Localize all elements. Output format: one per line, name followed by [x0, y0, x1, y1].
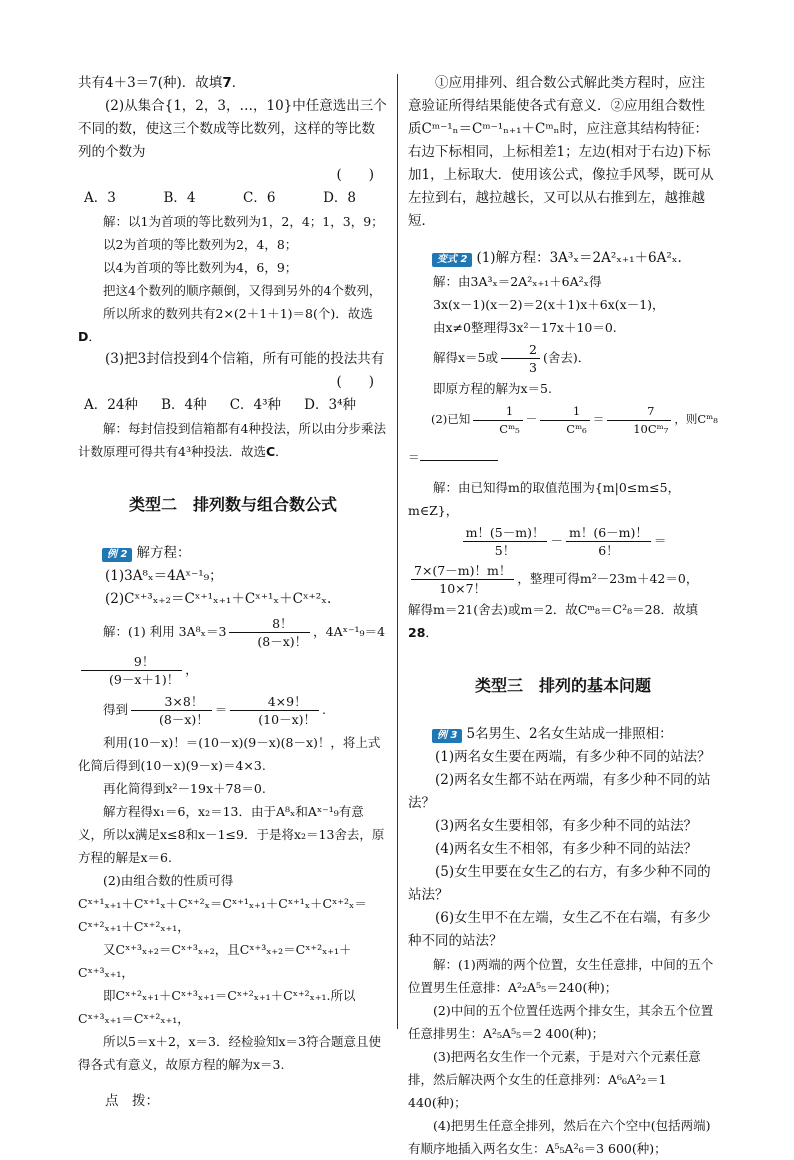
- fraction: [501, 341, 540, 376]
- text: (2)已知: [431, 412, 471, 426]
- solution-line: [408, 339, 718, 377]
- solution-line: [78, 417, 388, 463]
- options-row: [78, 187, 388, 210]
- numerator: m！(5－m)！: [463, 524, 548, 542]
- section-heading: 类型二 排列数与组合数公式: [128, 495, 337, 514]
- equation-1: (1)3A⁸ₓ＝4Aˣ⁻¹₉；: [105, 568, 223, 584]
- numerator: m！(6－m)！: [566, 524, 651, 542]
- text: (舍去)．: [542, 350, 591, 365]
- denominator: 3: [529, 360, 537, 375]
- example-title: [408, 723, 718, 746]
- denominator: 10Cᵐ₇: [633, 421, 669, 436]
- text: －: [525, 412, 538, 426]
- tip-text: ①应用排列、组合数公式解此类方程时，应注意验证所得结果能使各式有意义．②应用组合数性质Cᵐ⁻¹ₙ＝Cᵐ⁻¹ₙ₊₁＋Cᵐₙ时，应注意其结构特征：右边下标相同，上标相差1；左边(相对于右边)下标加1，上标取大．使用该公式，像拉手风琴，既可从左拉到右，越拉越长，又可以从右推到左，越推越短．: [408, 75, 714, 229]
- solution-line: [78, 613, 388, 689]
- solution-line: 把这4个数列的顺序颠倒，又得到另外的4个数列，: [103, 283, 382, 298]
- solution-line: [408, 560, 718, 598]
- text: 得到: [103, 702, 129, 717]
- example-badge: 例 2: [102, 548, 132, 562]
- text: ．: [425, 625, 438, 640]
- text: －: [550, 533, 563, 548]
- variant-title: [408, 247, 718, 270]
- text: ，则Cᵐ₈＝: [408, 412, 718, 464]
- question-3: (3)把3封信投到4个信箱，所有可能的投法共有: [105, 351, 385, 367]
- text: ＝: [214, 702, 228, 717]
- solution-line: 解方程得x₁＝6，x₂＝13．由于A⁸ₓ和Aˣ⁻¹₉有意义，所以x满足x≤8和x－1≤9．于是将x₂＝13舍去，原方程的解是x＝6.: [78, 804, 385, 865]
- answer-parentheses: ( ): [336, 374, 374, 390]
- text: ＝: [653, 533, 667, 548]
- text: ．: [88, 329, 101, 344]
- equation-2: (2)Cˣ⁺³ₓ₊₂＝Cˣ⁺¹ₓ₊₁＋Cˣ⁺¹ₓ＋Cˣ⁺²ₓ.: [105, 591, 332, 607]
- solution-line: 以2为首项的等比数列为2，4，8；: [103, 237, 298, 252]
- denominator: 10×7！: [439, 581, 487, 596]
- text: 解：由已知得m的取值范围为{m|0≤m≤5，m∈Z}: [408, 480, 681, 518]
- text: ．: [275, 444, 288, 459]
- sub-question: (2)两名女生都不站在两端，有多少种不同的站法？: [408, 772, 711, 811]
- numerator: 1: [540, 403, 589, 421]
- example-title: [78, 542, 388, 565]
- answer-blank: [420, 446, 498, 461]
- solution-line: 解：以1为首项的等比数列为1，2，4；1，3，9；: [103, 214, 384, 229]
- numerator: 2: [501, 341, 540, 359]
- text: ．: [231, 75, 246, 91]
- fraction: [230, 693, 319, 728]
- denominator: (10－x)！: [258, 712, 317, 727]
- solution-line: 即Cˣ⁺²ₓ₊₁＋Cˣ⁺³ₓ₊₁＝Cˣ⁺²ₓ₊₁＋Cˣ⁺²ₓ₊₁.所以Cˣ⁺³ₓ₊₁＝Cˣ⁺²ₓ₊₁，: [78, 988, 356, 1026]
- section-heading: 类型三 排列的基本问题: [474, 676, 651, 695]
- answer-parentheses: ( ): [336, 167, 374, 183]
- denominator: 6！: [598, 543, 619, 558]
- numerator: 4×9！: [230, 693, 319, 711]
- fraction: [229, 615, 310, 650]
- numerator: 9！: [81, 653, 182, 671]
- answer-line: [78, 72, 388, 95]
- text: 解得m＝21(舍去)或m＝2．故Cᵐ₈＝C²₈＝28．故填: [408, 602, 699, 617]
- text: 共有4＋3＝7(种)．故填: [78, 75, 223, 91]
- fraction: [131, 693, 212, 728]
- answer-bold: 7: [222, 75, 232, 91]
- fraction: [81, 653, 182, 688]
- solution-line: 解：(1)两端的两个位置，女生任意排，中间的五个位置男生任意排：A²₂A⁵₅＝240(种)；: [408, 957, 714, 995]
- sub-question: (6)女生甲不在左端，女生乙不在右端，有多少种不同的站法？: [408, 910, 711, 949]
- text: 解得x＝5或: [433, 350, 499, 365]
- text: (1)解方程：3A³ₓ＝2A²ₓ₊₁＋6A²ₓ.: [476, 250, 682, 266]
- text: ，4Aˣ⁻¹₉＝4: [313, 624, 386, 639]
- denominator: 5！: [494, 543, 516, 558]
- answer-bold: D: [78, 329, 89, 344]
- denominator: (8－x)！: [159, 712, 209, 727]
- denominator: Cᵐ₆: [566, 421, 587, 436]
- numerator: 7×(7－m)！m！: [411, 562, 514, 580]
- fraction: [473, 403, 522, 438]
- solution-line: 再化简得到x²－19x＋78＝0.: [103, 781, 266, 796]
- text: ，整理可得m²－23m＋42＝0，: [517, 571, 699, 586]
- solution-line: Cˣ⁺¹ₓ₊₁＋Cˣ⁺¹ₓ＋Cˣ⁺²ₓ＝Cˣ⁺¹ₓ₊₁＋Cˣ⁺¹ₓ＋Cˣ⁺²ₓ＝Cˣ⁺²ₓ₊₁＋Cˣ⁺²ₓ₊₁，: [78, 896, 367, 934]
- solution-line: 所以5＝x＋2，x＝3．经检验知x＝3符合题意且使得各式有意义，故原方程的解为x＝3.: [78, 1034, 381, 1072]
- option-b: B．4种: [161, 397, 207, 413]
- sub-question: (3)两名女生要相邻，有多少种不同的站法？: [435, 818, 698, 834]
- solution-line: 3x(x－1)(x－2)＝2(x＋1)x＋6x(x－1)，: [433, 297, 665, 312]
- solution-line: 由x≠0整理得3x²－17x＋10＝0.: [433, 320, 617, 335]
- fraction: [566, 524, 651, 559]
- option-c: C．4³种: [229, 397, 282, 413]
- question-text: (2)从集合{1，2，3，…，10}中任意选出三个不同的数，使这三个数成等比数列，这样的等比数列的个数为: [78, 98, 387, 160]
- numerator: 1: [473, 403, 522, 421]
- option-c: C．6: [243, 190, 276, 206]
- solution-line: (2)由组合数的性质可得: [103, 873, 234, 888]
- text: 5名男生、2名女生站成一排照相：: [466, 726, 673, 742]
- option-a: A．24种: [84, 397, 138, 413]
- text: ，: [445, 503, 459, 518]
- text: ，: [185, 662, 198, 677]
- question-2: [78, 95, 388, 164]
- numerator: 8！: [229, 615, 310, 633]
- solution-line: [408, 598, 718, 644]
- variant-badge: 变式 2: [432, 253, 472, 267]
- answer-bold: C: [265, 444, 276, 459]
- solution-line: 以4为首项的等比数列为4，6，9；: [103, 260, 298, 275]
- solution-line: [78, 691, 388, 729]
- fraction: [411, 562, 514, 597]
- column-divider: [397, 74, 398, 1029]
- sub-question: (5)女生甲要在女生乙的右方，有多少种不同的站法？: [408, 864, 711, 903]
- fraction: [463, 524, 548, 559]
- text: .: [322, 702, 326, 717]
- fraction: [540, 403, 589, 438]
- right-column: [408, 72, 718, 1160]
- solution-line: 解：由3A³ₓ＝2A²ₓ₊₁＋6A²ₓ得: [433, 274, 602, 289]
- text: 解：每封信投到信箱都有4种投法，所以由分步乘法计数原理可得共有4³种投法．故选: [78, 421, 386, 459]
- fraction: [607, 403, 671, 438]
- solution-line: (2)中间的五个位置任选两个排女生，其余五个位置任意排男生：A²₅A⁵₅＝2 400(种)；: [408, 1003, 714, 1041]
- option-d: D．3⁴种: [304, 397, 356, 413]
- text: 所以所求的数列共有2×(2＋1＋1)＝8(个)．故选: [103, 306, 373, 321]
- numerator: 7: [607, 403, 671, 421]
- text: 解方程：: [136, 545, 191, 561]
- denominator: (8－x)！: [257, 634, 308, 649]
- numerator: 3×8！: [131, 693, 212, 711]
- question-line: [408, 400, 718, 476]
- options-row: [78, 394, 388, 417]
- sub-question: (4)两名女生不相邻，有多少种不同的站法？: [435, 841, 698, 857]
- denominator: (9－x＋1)！: [109, 672, 180, 687]
- option-b: B．4: [163, 190, 196, 206]
- left-column: [78, 72, 388, 1113]
- solution-line: (4)把男生任意全排列，然后在六个空中(包括两端)有顺序地插入两名女生：A⁵₅A²₆＝3 600(种)；: [408, 1118, 711, 1156]
- example-badge: 例 3: [432, 729, 462, 743]
- denominator: Cᵐ₅: [499, 421, 520, 436]
- answer-bold: 28: [408, 625, 426, 640]
- solution-line: (3)把两名女生作一个元素，于是对六个元素任意排，然后解决两个女生的任意排列：A⁶₆A²₂＝1 440(种)；: [408, 1049, 701, 1110]
- solution-line: [408, 522, 718, 560]
- solution-line: [78, 302, 388, 348]
- solution-line: 利用(10－x)！＝(10－x)(9－x)(8－x)！，将上式化简后得到(10－x)(9－x)＝4×3.: [78, 735, 381, 773]
- tip-label: 点 拨：: [105, 1093, 159, 1109]
- option-a: A．3: [84, 190, 116, 206]
- solution-line: [408, 476, 718, 522]
- sub-question: (1)两名女生要在两端，有多少种不同的站法？: [435, 749, 711, 765]
- solution-line: 又Cˣ⁺³ₓ₊₂＝Cˣ⁺³ₓ₊₂，且Cˣ⁺³ₓ₊₂＝Cˣ⁺²ₓ₊₁＋Cˣ⁺³ₓ₊₁，: [78, 942, 352, 980]
- solution-line: 即原方程的解为x＝5.: [433, 381, 552, 396]
- text: 解：(1) 利用 3A⁸ₓ＝3: [103, 624, 227, 639]
- text: ＝: [592, 412, 605, 426]
- option-d: D．8: [323, 190, 356, 206]
